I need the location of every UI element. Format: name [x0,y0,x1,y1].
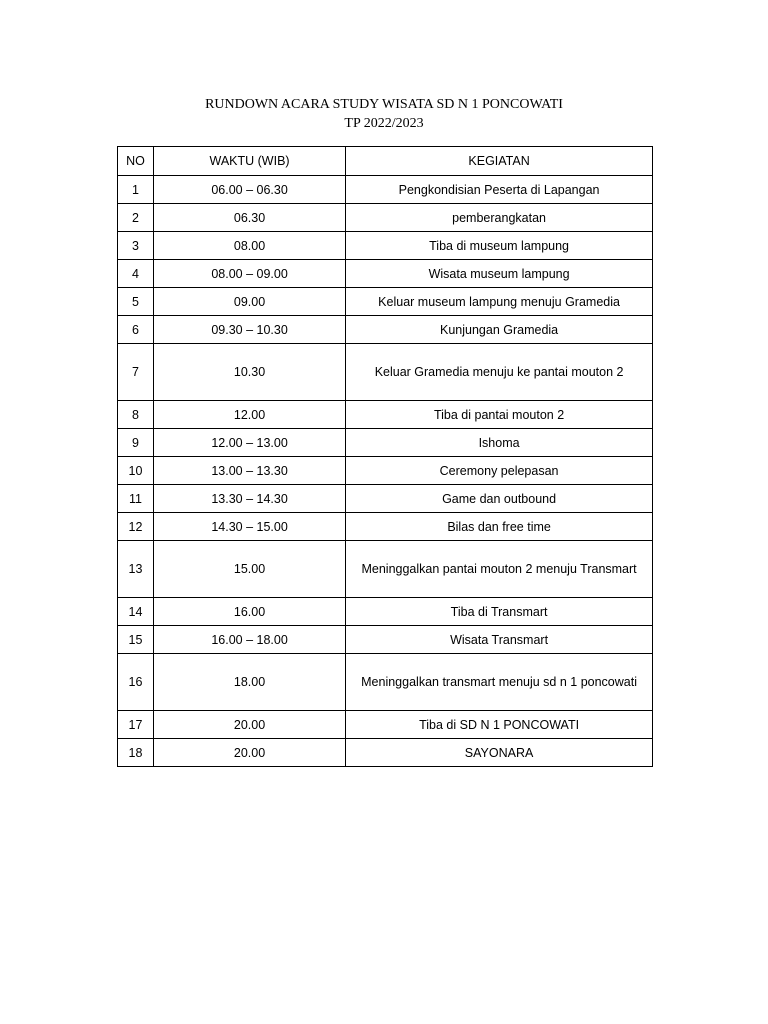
cell-time: 12.00 [153,401,345,429]
cell-no: 3 [118,232,154,260]
table-row [118,401,653,429]
cell-activity: Meninggalkan pantai mouton 2 menuju Transmart [346,541,653,598]
table-header-row [118,147,653,176]
cell-activity: pemberangkatan [346,204,653,232]
cell-activity: SAYONARA [346,739,653,767]
cell-no: 9 [118,429,154,457]
cell-time: 16.00 – 18.00 [153,626,345,654]
cell-no: 1 [118,176,154,204]
table-row [118,598,653,626]
cell-activity: Wisata Transmart [346,626,653,654]
cell-time: 09.30 – 10.30 [153,316,345,344]
cell-no: 8 [118,401,154,429]
cell-activity: Bilas dan free time [346,513,653,541]
table-row [118,288,653,316]
table-row [118,260,653,288]
table-row [118,204,653,232]
header-no: NO [118,147,154,176]
title-line-2: TP 2022/2023 [344,116,424,131]
cell-time: 06.00 – 06.30 [153,176,345,204]
cell-activity: Pengkondisian Peserta di Lapangan [346,176,653,204]
cell-no: 11 [118,485,154,513]
cell-activity: Keluar Gramedia menuju ke pantai mouton 2 [346,344,653,401]
cell-no: 5 [118,288,154,316]
table-row [118,654,653,711]
table-row [118,711,653,739]
table-row [118,232,653,260]
cell-activity: Tiba di Transmart [346,598,653,626]
cell-no: 17 [118,711,154,739]
cell-time: 08.00 [153,232,345,260]
cell-time: 06.30 [153,204,345,232]
table-row [118,457,653,485]
cell-activity: Ishoma [346,429,653,457]
cell-time: 20.00 [153,739,345,767]
cell-time: 10.30 [153,344,345,401]
cell-activity: Tiba di pantai mouton 2 [346,401,653,429]
cell-no: 10 [118,457,154,485]
cell-no: 7 [118,344,154,401]
cell-time: 12.00 – 13.00 [153,429,345,457]
cell-time: 18.00 [153,654,345,711]
cell-time: 13.30 – 14.30 [153,485,345,513]
cell-no: 6 [118,316,154,344]
cell-time: 08.00 – 09.00 [153,260,345,288]
cell-time: 16.00 [153,598,345,626]
table-row [118,485,653,513]
cell-activity: Tiba di SD N 1 PONCOWATI [346,711,653,739]
cell-activity: Meninggalkan transmart menuju sd n 1 poncowati [346,654,653,711]
header-time: WAKTU (WIB) [153,147,345,176]
table-row [118,429,653,457]
cell-time: 09.00 [153,288,345,316]
cell-activity: Ceremony pelepasan [346,457,653,485]
cell-no: 14 [118,598,154,626]
header-activity: KEGIATAN [346,147,653,176]
table-row [118,316,653,344]
cell-activity: Game dan outbound [346,485,653,513]
table-row [118,176,653,204]
cell-no: 18 [118,739,154,767]
table-row [118,541,653,598]
cell-activity: Wisata museum lampung [346,260,653,288]
table-row [118,344,653,401]
rundown-table [117,146,653,767]
cell-no: 4 [118,260,154,288]
cell-no: 13 [118,541,154,598]
cell-no: 16 [118,654,154,711]
cell-time: 15.00 [153,541,345,598]
cell-no: 2 [118,204,154,232]
cell-no: 15 [118,626,154,654]
cell-activity: Keluar museum lampung menuju Gramedia [346,288,653,316]
cell-time: 13.00 – 13.30 [153,457,345,485]
document-title [0,95,768,133]
table-row [118,513,653,541]
cell-time: 14.30 – 15.00 [153,513,345,541]
table-row [118,626,653,654]
cell-activity: Tiba di museum lampung [346,232,653,260]
table-row [118,739,653,767]
cell-activity: Kunjungan Gramedia [346,316,653,344]
cell-no: 12 [118,513,154,541]
title-line-1: RUNDOWN ACARA STUDY WISATA SD N 1 PONCOWATI [205,97,563,112]
cell-time: 20.00 [153,711,345,739]
